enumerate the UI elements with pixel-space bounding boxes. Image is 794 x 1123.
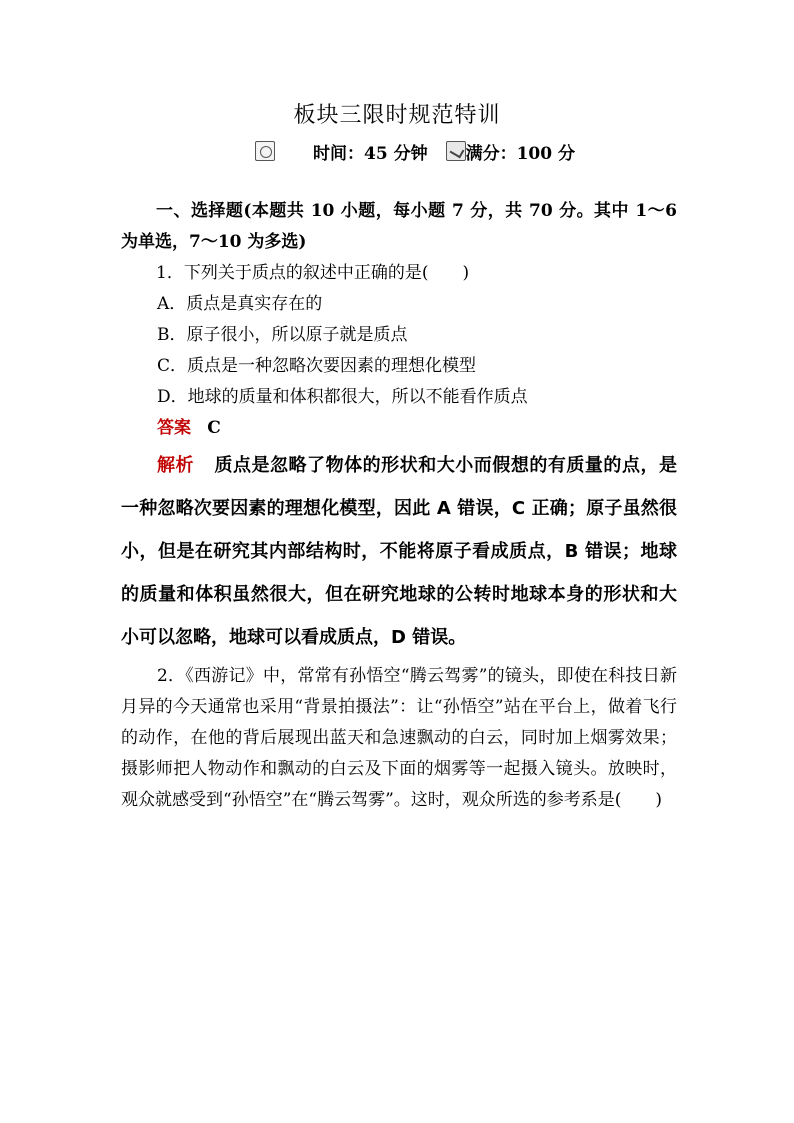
analysis-label: 解析 — [157, 455, 195, 476]
question-1-stem: 1．下列关于质点的叙述中正确的是( ) — [156, 263, 470, 283]
option-a: A．质点是真实存在的 — [157, 294, 323, 314]
analysis-paragraph — [121, 444, 677, 659]
score-icon — [446, 141, 466, 161]
answer-line — [121, 413, 677, 444]
answer-value: C — [207, 418, 221, 438]
option-b: B．原子很小，所以原子就是质点 — [157, 325, 408, 345]
clock-icon — [255, 141, 275, 161]
option-d: D．地球的质量和体积都很大，所以不能看作质点 — [157, 387, 528, 407]
page-title: 板块三限时规范特训 — [293, 103, 501, 128]
analysis-text: 质点是忽略了物体的形状和大小而假想的有质量的点，是一种忽略次要因素的理想化模型，因此 A 错误，C 正确；原子虽然很小，但是在研究其内部结构时，不能将原子看成质点，B 错误；地球的质量和体积虽然很大，但在研究地球的公转时地球本身的形状和大小可以忽略，地球可以看成质点，D 错误。 — [121, 455, 678, 648]
option-c: C．质点是一种忽略次要因素的理想化模型 — [157, 356, 477, 376]
time-limit: 时间：45 分钟 — [313, 143, 428, 164]
question-2-stem: 2．《西游记》中，常常有孙悟空“腾云驾雾”的镜头，即使在科技日新月异的今天通常也采用“背景拍摄法”：让“孙悟空”站在平台上，做着飞行的动作，在他的背后展现出蓝天和急速飘动的白云，同时加上烟雾效果；摄影师把人物动作和飘动的白云及下面的烟雾等一起摄入镜头。放映时，观众就感受到“孙悟空”在“腾云驾雾”。这时，观众所选的参考系是( ) — [121, 666, 677, 810]
section-heading: 一、选择题(本题共 10 小题，每小题 7 分，共 70 分。其中 1～6 为单选，7～10 为多选) — [121, 201, 677, 252]
answer-label: 答案 — [157, 418, 191, 438]
full-score: 满分：100 分 — [465, 143, 575, 164]
exam-meta — [255, 138, 575, 164]
question-content — [121, 196, 677, 816]
